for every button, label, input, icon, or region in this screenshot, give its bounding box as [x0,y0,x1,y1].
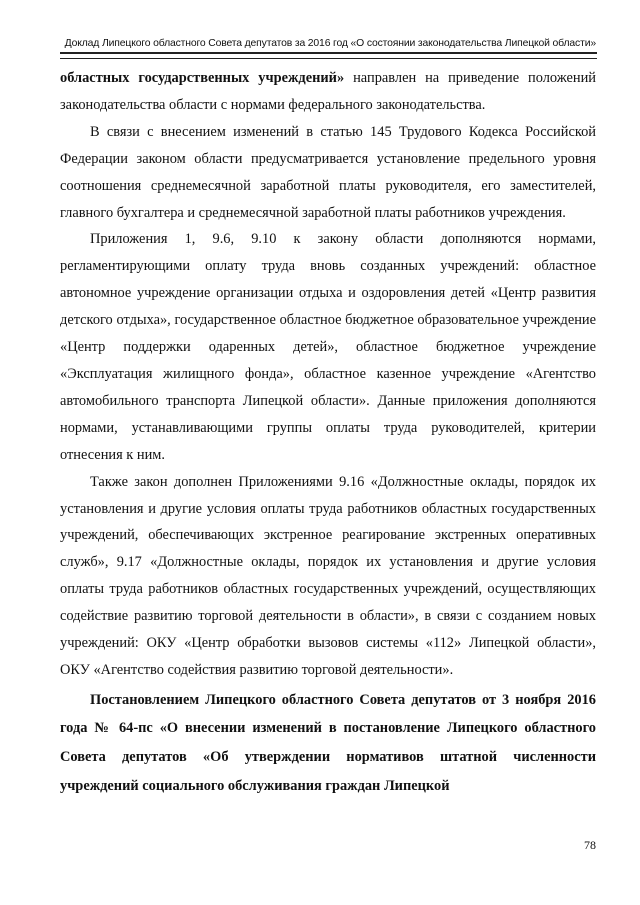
paragraph-2: В связи с внесением изменений в статью 145 Трудового Кодекса Российской Федерации законом области предусматривается установление предельного уровня соотношения среднемесячной заработной платы руководителя, его заместителей, главного бухгалтера и среднемесячной заработной платы работников учреждения. [60,123,596,221]
header-divider [60,52,597,59]
paragraph-1-bold-lead: областных государственных учреждений» [60,70,345,86]
paragraph-1 [60,65,596,119]
document-body [60,65,596,800]
paragraph-5: Постановлением Липецкого областного Совета депутатов от 3 ноября 2016 года № 64-пс «О внесении изменений в постановление Липецкого областного Совета депутатов «Об утверждении нормативов штатной численности учреждений социального обслуживания граждан Липецкой [60,691,596,794]
running-header: Доклад Липецкого областного Совета депутатов за 2016 год «О состоянии законодательства Липецкой области» [64,38,596,49]
paragraph-1-text: направлен на приведение положений законодательства области с нормами федерального законодательства. [60,70,596,113]
paragraph-4: Также закон дополнен Приложениями 9.16 «Должностные оклады, порядок их установления и другие условия оплаты труда работников областных государственных учреждений, обеспечивающих экстренное реагирование экстренных оперативных служб», 9.17 «Должностные оклады, порядок их установления и другие условия оплаты труда работников областных государственных учреждений, осуществляющих содействие развитию торговой деятельности в области», в связи с созданием новых учреждений: ОКУ «Центр обработки вызовов системы «112» Липецкой области», ОКУ «Агентство содействия развитию торговой деятельности». [60,473,596,678]
page-number: 78 [584,838,596,852]
paragraph-3: Приложения 1, 9.6, 9.10 к закону области дополняются нормами, регламентирующими оплату труда вновь созданных учреждений: областное автономное учреждение организации отдыха и оздоровления детей «Центр развития детского отдыха», государственное областное бюджетное образовательное учреждение «Центр поддержки одаренных детей», областное бюджетное учреждение «Эксплуатация жилищного фонда», областное казенное учреждение «Агентство автомобильного транспорта Липецкой области». Данные приложения дополняются нормами, устанавливающими группы оплаты труда руководителей, критерии отнесения к ним. [60,231,596,463]
